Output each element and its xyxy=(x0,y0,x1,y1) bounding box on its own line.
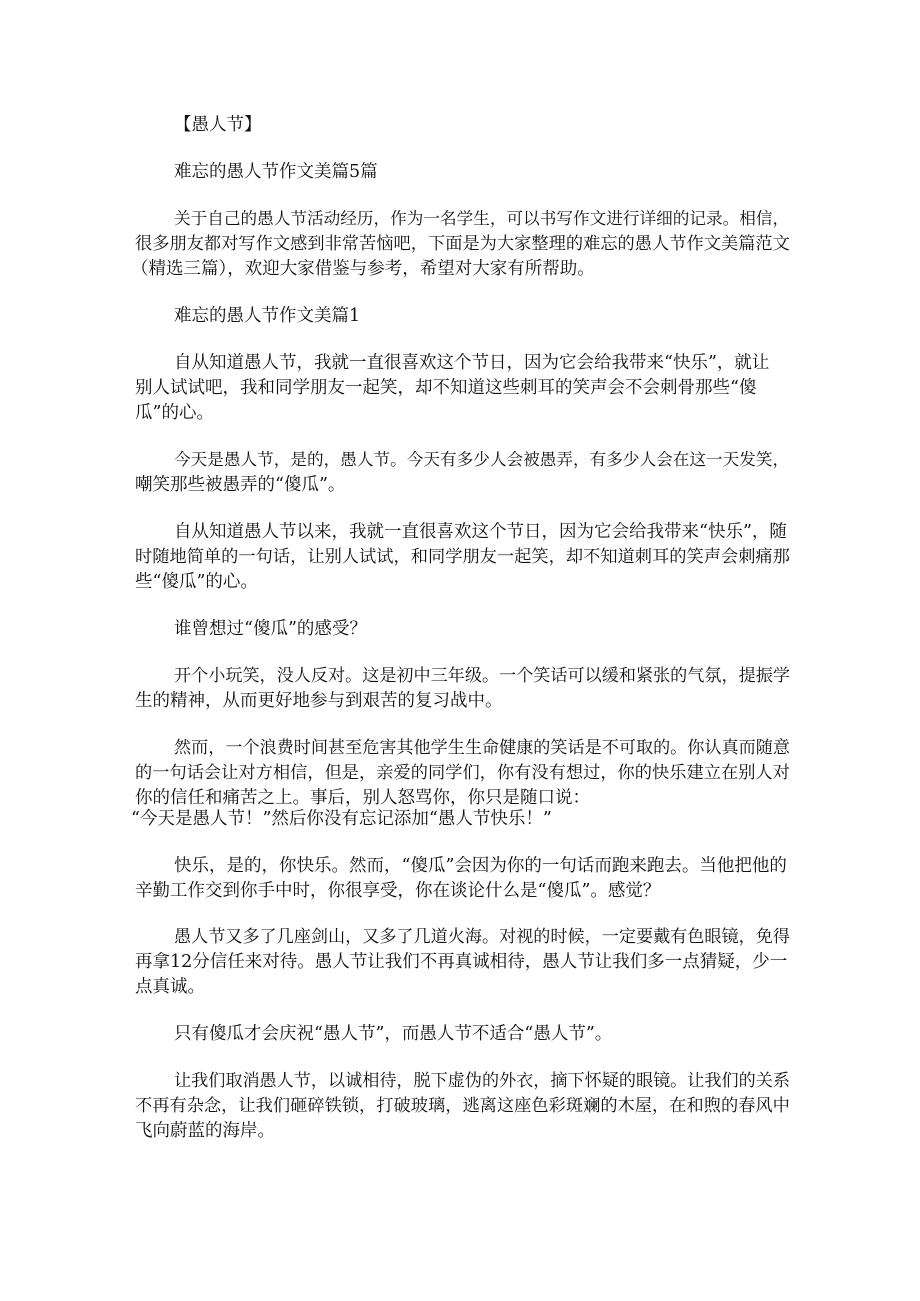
paragraph-line: 生的精神，从而更好地参与到艰苦的复习战中。 xyxy=(135,691,503,711)
paragraph-line: 快乐，是的，你快乐。然而，“傻瓜”会因为你的一句话而跑来跑去。当他把他的 xyxy=(174,856,787,876)
intro-line: 很多朋友都对写作文感到非常苦恼吧，下面是为大家整理的难忘的愚人节作文美篇范文 xyxy=(135,234,790,254)
paragraph-line: “今天是愚人节！”然后你没有忘记添加“愚人节快乐！” xyxy=(131,809,552,829)
paragraph-line: 的一句话会让对方相信，但是，亲爱的同学们，你有没有想过，你的快乐建立在别人对 xyxy=(135,763,790,783)
paragraph-line: 只有傻瓜才会庆祝“愚人节”，而愚人节不适合“愚人节”。 xyxy=(174,1024,613,1044)
paragraph-line: 自从知道愚人节，我就一直很喜欢这个节日，因为它会给我带来“快乐”，就让 xyxy=(174,353,770,373)
paragraph-line: 你的信任和痛苦之上。事后，别人怒骂你，你只是随口说： xyxy=(135,788,590,808)
paragraph-line: 谁曾想过“傻瓜”的感受？ xyxy=(174,619,367,639)
paragraph-line: 不再有杂念，让我们砸碎铁锁，打破玻璃，逃离这座色彩斑斓的木屋，在和煦的春风中 xyxy=(135,1096,790,1116)
paragraph-line: 嘲笑那些被愚弄的“傻瓜”。 xyxy=(135,475,346,495)
paragraph-line: 让我们取消愚人节，以诚相待，脱下虚伪的外衣，摘下怀疑的眼镜。让我们的关系 xyxy=(174,1071,790,1091)
intro-line: 关于自己的愚人节活动经历，作为一名学生，可以书写作文进行详细的记录。相信， xyxy=(174,209,790,228)
paragraph-line: 瓜”的心。 xyxy=(135,403,214,423)
intro-line: （精选三篇），欢迎大家借鉴与参考，希望对大家有所帮助。 xyxy=(131,259,595,279)
document-title: 难忘的愚人节作文美篇5篇 xyxy=(174,162,378,182)
paragraph-line: 自从知道愚人节以来，我就一直很喜欢这个节日，因为它会给我带来“快乐”，随 xyxy=(174,522,787,542)
paragraph-line: 再拿12分信任来对待。愚人节让我们不再真诚相待，愚人节让我们多一点猜疑，少一 xyxy=(135,952,788,972)
paragraph-line: 点真诚。 xyxy=(135,977,205,997)
paragraph-line: 辛勤工作交到你手中时，你很享受，你在谈论什么是“傻瓜”。感觉？ xyxy=(135,881,661,901)
section-title: 难忘的愚人节作文美篇1 xyxy=(174,306,361,326)
paragraph-line: 愚人节又多了几座剑山，又多了几道火海。对视的时候，一定要戴有色眼镜，免得 xyxy=(174,927,790,947)
paragraph-line: 些“傻瓜”的心。 xyxy=(135,572,258,592)
paragraph-line: 开个小玩笑，没人反对。这是初中三年级。一个笑话可以缓和紧张的气氛，提振学 xyxy=(174,666,790,686)
paragraph-line: 然而，一个浪费时间甚至危害其他学生生命健康的笑话是不可取的。你认真而随意 xyxy=(174,738,790,758)
paragraph-line: 别人试试吧，我和同学朋友一起笑，却不知道这些刺耳的笑声会不会刺骨那些“傻 xyxy=(135,378,757,398)
paragraph-line: 飞向蔚蓝的海岸。 xyxy=(135,1121,275,1141)
document-heading: 【愚人节】 xyxy=(174,115,262,135)
paragraph-line: 时随地简单的一句话，让别人试试，和同学朋友一起笑，却不知道刺耳的笑声会刺痛那 xyxy=(135,547,790,567)
paragraph-line: 今天是愚人节，是的，愚人节。今天有多少人会被愚弄，有多少人会在这一天发笑， xyxy=(174,450,790,469)
